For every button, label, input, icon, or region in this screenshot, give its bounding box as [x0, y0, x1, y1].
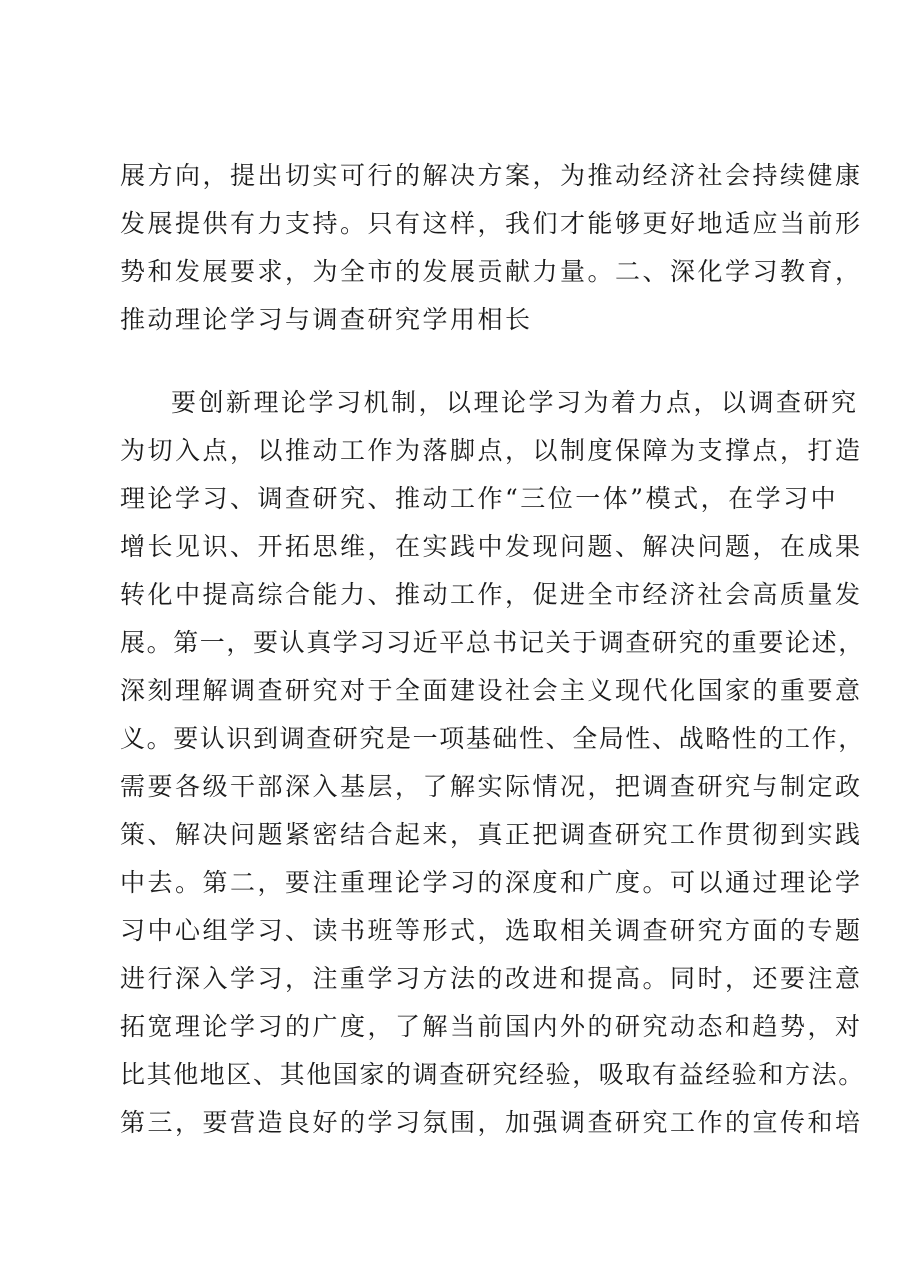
text-line: 为切入点，以推动工作为落脚点，以制度保障为支撑点，打造 — [120, 436, 863, 465]
text-line: 深刻理解调查研究对于全面建设社会主义现代化国家的重要意 — [120, 676, 863, 705]
body-text — [120, 152, 865, 1147]
text-line: 义。要认识到调查研究是一项基础性、全局性、战略性的工作， — [120, 724, 865, 753]
text-line: 进行深入学习，注重学习方法的改进和提高。同时，还要注意 — [120, 964, 863, 993]
text-line: 势和发展要求，为全市的发展贡献力量。二、深化学习教育， — [120, 257, 863, 286]
text-line: 拓宽理论学习的广度，了解当前国内外的研究动态和趋势，对 — [120, 1012, 863, 1041]
paragraph-first-line: 要创新理论学习机制，以理论学习为着力点，以调查研究 — [171, 388, 859, 417]
text-line: 增长见识、开拓思维，在实践中发现问题、解决问题，在成果 — [120, 532, 863, 561]
text-line: 策、解决问题紧密结合起来，真正把调查研究工作贯彻到实践 — [120, 820, 863, 849]
text-line: 理论学习、调查研究、推动工作“三位一体”模式，在学习中 — [120, 484, 839, 513]
section-heading-line: 推动理论学习与调查研究学用相长 — [120, 305, 533, 334]
text-line: 比其他地区、其他国家的调查研究经验，吸取有益经验和方法。 — [120, 1060, 865, 1089]
text-line: 转化中提高综合能力、推动工作，促进全市经济社会高质量发 — [120, 580, 863, 609]
paragraph-gap — [120, 344, 800, 379]
text-line: 展。第一，要认真学习习近平总书记关于调查研究的重要论述， — [120, 628, 865, 657]
text-line: 需要各级干部深入基层，了解实际情况，把调查研究与制定政 — [120, 772, 863, 801]
text-line: 第三，要营造良好的学习氛围，加强调查研究工作的宣传和培 — [120, 1108, 863, 1137]
text-line: 展方向，提出切实可行的解决方案，为推动经济社会持续健康 — [120, 161, 863, 190]
text-line: 习中心组学习、读书班等形式，选取相关调查研究方面的专题 — [120, 916, 863, 945]
text-line: 中去。第二，要注重理论学习的深度和广度。可以通过理论学 — [120, 868, 863, 897]
text-line: 发展提供有力支持。只有这样，我们才能够更好地适应当前形 — [120, 209, 863, 238]
